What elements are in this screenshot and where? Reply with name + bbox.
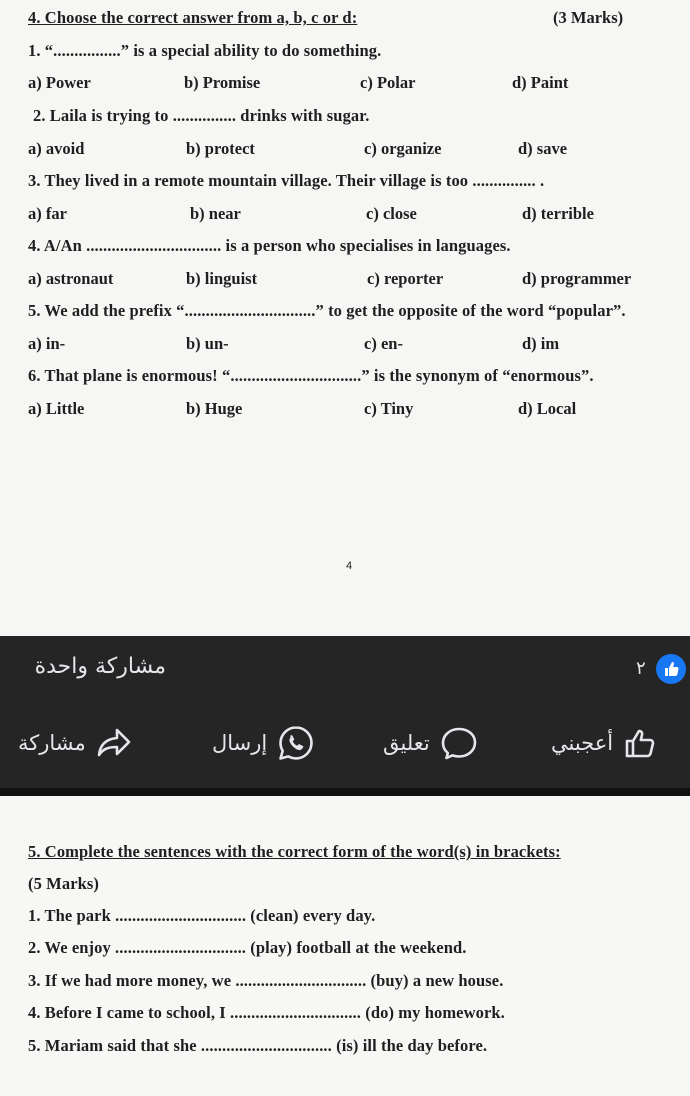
send-whatsapp-button[interactable]	[212, 723, 315, 763]
sentence-4: 4. Before I came to school, I ............................... (do) my homework.	[28, 1003, 505, 1022]
comment-button[interactable]	[383, 723, 478, 763]
q2-option-c: c) organize	[364, 139, 442, 158]
q4-option-c: c) reporter	[367, 269, 444, 288]
question-2: 2. Laila is trying to ............... drinks with sugar.	[33, 106, 370, 125]
q5-option-c: c) en-	[364, 334, 403, 353]
q3-option-d: d) terrible	[522, 204, 594, 223]
share-count-label[interactable]: مشاركة واحدة	[34, 654, 166, 679]
q3-option-c: c) close	[366, 204, 417, 223]
section-5-marks: (5 Marks)	[28, 874, 100, 893]
like-button[interactable]	[551, 723, 657, 763]
q6-option-d: d) Local	[518, 399, 577, 418]
section-5-heading: 5. Complete the sentences with the correct form of the word(s) in brackets:	[28, 842, 561, 861]
q4-option-a: a) astronaut	[28, 269, 114, 288]
q5-option-a: a) in-	[28, 334, 66, 353]
q1-option-a: a) Power	[28, 73, 91, 92]
q6-option-c: c) Tiny	[364, 399, 414, 418]
sentence-2: 2. We enjoy ............................... (play) football at the weekend.	[28, 938, 467, 957]
q1-option-c: c) Polar	[360, 73, 416, 92]
thumbs-up-icon	[623, 726, 657, 760]
q5-option-b: b) un-	[186, 334, 229, 353]
q1-option-d: d) Paint	[512, 73, 569, 92]
share-label: مشاركة	[18, 731, 86, 755]
question-5: 5. We add the prefix “...............................” to get the opposite of the word “popular”.	[28, 301, 626, 320]
comment-icon	[440, 725, 478, 761]
question-4: 4. A/An ................................ is a person who specialises in languages.	[28, 236, 511, 255]
q6-option-b: b) Huge	[186, 399, 243, 418]
question-1: 1. “................” is a special ability to do something.	[28, 41, 382, 60]
question-3: 3. They lived in a remote mountain village. Their village is too ............... .	[28, 171, 545, 190]
q1-option-b: b) Promise	[184, 73, 261, 92]
like-count[interactable]: ٢	[636, 658, 646, 679]
post-separator	[0, 788, 690, 796]
like-label: أعجبني	[551, 731, 614, 755]
sentence-5: 5. Mariam said that she ............................... (is) ill the day before.	[28, 1036, 488, 1055]
q3-option-b: b) near	[190, 204, 241, 223]
page-number: 4	[346, 560, 353, 572]
comment-label: تعليق	[383, 731, 430, 755]
sentence-1: 1. The park ............................... (clean) every day.	[28, 906, 376, 925]
worksheet-section-5	[0, 796, 690, 1096]
share-button[interactable]	[18, 723, 132, 763]
q5-option-d: d) im	[522, 334, 560, 353]
section-4-marks: (3 Marks)	[553, 8, 624, 27]
question-6: 6. That plane is enormous! “...............................” is the synonym of “enormous”.	[28, 366, 594, 385]
q2-option-b: b) protect	[186, 139, 255, 158]
sentence-3: 3. If we had more money, we ............................... (buy) a new house.	[28, 971, 504, 990]
share-arrow-icon	[96, 726, 132, 760]
whatsapp-icon	[277, 724, 315, 762]
q2-option-d: d) save	[518, 139, 568, 158]
send-label: إرسال	[212, 731, 268, 755]
q6-option-a: a) Little	[28, 399, 85, 418]
q4-option-b: b) linguist	[186, 269, 258, 288]
q3-option-a: a) far	[28, 204, 67, 223]
section-4-heading: 4. Choose the correct answer from a, b, c or d:	[28, 8, 358, 27]
q2-option-a: a) avoid	[28, 139, 85, 158]
facebook-post-bar	[0, 636, 690, 796]
like-reaction-icon	[656, 654, 686, 684]
q4-option-d: d) programmer	[522, 269, 632, 288]
